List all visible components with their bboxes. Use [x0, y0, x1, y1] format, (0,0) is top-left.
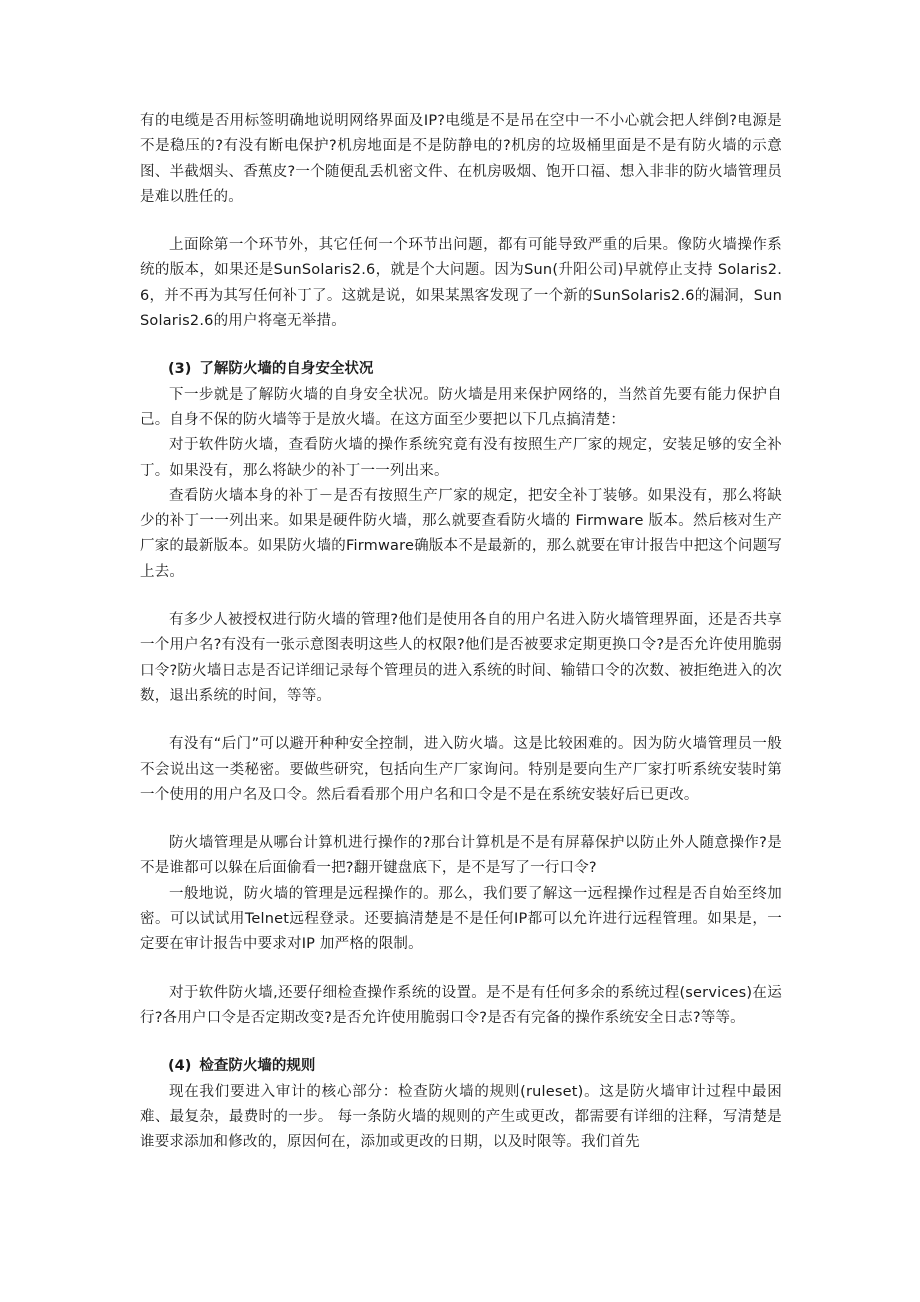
paragraph-gap [140, 1031, 782, 1054]
document-body [140, 109, 782, 1155]
paragraph-gap [140, 585, 782, 608]
paragraph: 查看防火墙本身的补丁－是否有按照生产厂家的规定，把安全补丁装够。如果没有，那么将缺少的补丁一一列出来。如果是硬件防火墙，那么就要查看防火墙的 Firmware 版本。然后核对生产厂家的最新版本。如果防火墙的Firmware确版本不是最新的，那么就要在审计报告中把这个问题写上去。 [140, 487, 782, 580]
paragraph: 上面除第一个环节外，其它任何一个环节出问题，都有可能导致严重的后果。像防火墙操作系统的版本，如果还是SunSolaris2.6，就是个大问题。因为Sun(升阳公司)早就停止支持 Solaris2.6，并不再为其写任何补丁了。这就是说，如果某黑客发现了一个新的SunSolaris2.6的漏洞，SunSolaris2.6的用户将毫无举措。 [140, 237, 782, 330]
paragraph: 一般地说，防火墙的管理是远程操作的。那么，我们要了解这一远程操作过程是否自始至终加密。可以试试用Telnet远程登录。还要搞清楚是不是任何IP都可以允许进行远程管理。如果是，一定要在审计报告中要求对IP 加严格的限制。 [140, 885, 782, 953]
section-title: 了解防火墙的自身安全状况 [199, 361, 374, 378]
paragraph: 对于软件防火墙，查看防火墙的操作系统究竟有没有按照生产厂家的规定，安装足够的安全补丁。如果没有，那么将缺少的补丁一一列出来。 [140, 437, 782, 479]
paragraph: 有多少人被授权进行防火墙的管理?他们是使用各自的用户名进入防火墙管理界面，还是否共享一个用户名?有没有一张示意图表明这些人的权限?他们是否被要求定期更换口令?是否允许使用脆弱口令?防火墙日志是否记详细记录每个管理员的进入系统的时间、输错口令的次数、被拒绝进入的次数，退出系统的时间，等等。 [140, 612, 782, 704]
paragraph: 防火墙管理是从哪台计算机进行操作的?那台计算机是不是有屏幕保护以防止外人随意操作?是不是谁都可以躲在后面偷看一把?翻开键盘底下，是不是写了一行口令? [140, 835, 782, 877]
section-heading [140, 357, 782, 382]
paragraph-gap [140, 210, 782, 233]
paragraph-gap [140, 709, 782, 732]
paragraph: 有的电缆是否用标签明确地说明网络界面及IP?电缆是不是吊在空中一不小心就会把人绊倒?电源是不是稳压的?有没有断电保护?机房地面是不是防静电的?机房的垃圾桶里面是不是有防火墙的示意图、半截烟头、香蕉皮?一个随便乱丢机密文件、在机房吸烟、饱开口福、想入非非的防火墙管理员是难以胜任的。 [140, 113, 782, 205]
section-number: (3) [168, 361, 192, 378]
paragraph: 现在我们要进入审计的核心部分：检查防火墙的规则(ruleset)。这是防火墙审计过程中最困难、最复杂，最费时的一步。 每一条防火墙的规则的产生或更改，都需要有详细的注释，写清楚是谁要求添加和修改的，原因何在，添加或更改的日期，以及时限等。我们首先 [140, 1083, 782, 1151]
section-number: (4) [168, 1058, 192, 1075]
paragraph-gap [140, 958, 782, 981]
paragraph: 有没有“后门”可以避开种种安全控制，进入防火墙。这是比较困难的。因为防火墙管理员一般不会说出这一类秘密。要做些研究，包括向生产厂家询问。特别是要向生产厂家打听系统安装时第一个使用的用户名及口令。然后看看那个用户名和口令是不是在系统安装好后已更改。 [140, 736, 782, 803]
paragraph-gap [140, 808, 782, 831]
paragraph: 下一步就是了解防火墙的自身安全状况。防火墙是用来保护网络的，当然首先要有能力保护自己。自身不保的防火墙等于是放火墙。在这方面至少要把以下几点搞清楚： [140, 386, 782, 428]
section-title: 检查防火墙的规则 [199, 1058, 316, 1075]
paragraph-gap [140, 334, 782, 357]
section-heading [140, 1054, 782, 1079]
paragraph: 对于软件防火墙,还要仔细检查操作系统的设置。是不是有任何多余的系统过程(services)在运行?各用户口令是否定期改变?是否允许使用脆弱口令?是否有完备的操作系统安全日志?等等。 [140, 984, 782, 1026]
